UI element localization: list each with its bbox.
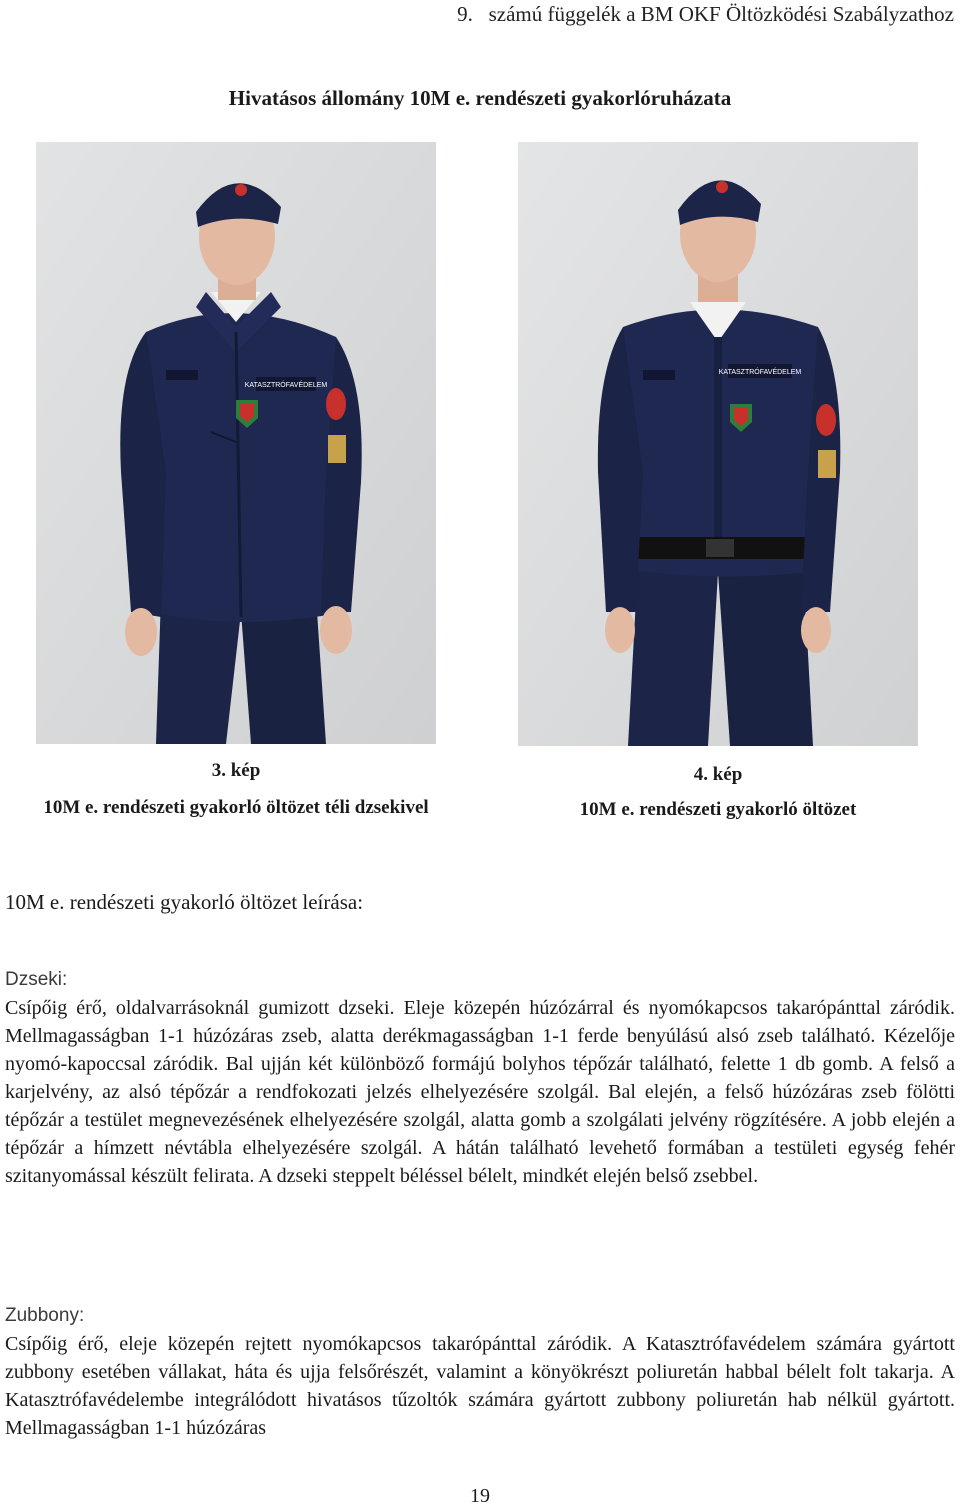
section-heading: 10M e. rendészeti gyakorló öltözet leírása: bbox=[5, 890, 364, 914]
figure-3-caption: 10M e. rendészeti gyakorló öltözet téli dzsekivel bbox=[43, 797, 429, 818]
zubbony-description: Csípőig érő, eleje közepén rejtett nyomókapcsos takarópánttal záródik. A Katasztrófavédelem számára gyártott zubbony esetében vállakat, háta és ujja felsőrészét, valamint a könyökrészt poliuretán habbal bélelt folt takarja. A Katasztrófavédelembe integrálódott hivatásos tűzoltók számára gyártott zubbony poliuretán hab nélkül gyártott. Mellmagasságban 1-1 húzózáras bbox=[5, 1333, 955, 1439]
figure-4-caption: 10M e. rendészeti gyakorló öltözet bbox=[579, 799, 857, 820]
dzseki-section bbox=[5, 966, 955, 1190]
page-number: 19 bbox=[470, 1485, 490, 1507]
figure-4-patch-text: KATASZTRÓFAVÉDELEM bbox=[718, 369, 802, 376]
document-header: 9. számú függelék a BM OKF Öltözködési Szabályzathoz bbox=[457, 2, 954, 26]
dzseki-heading: Dzseki: bbox=[5, 969, 68, 990]
page-title: Hivatásos állomány 10M e. rendészeti gyakorlóruházata bbox=[228, 86, 732, 110]
figure-3-number: 3. kép bbox=[211, 760, 261, 781]
figure-4-photo bbox=[518, 142, 918, 746]
uniformed-man-work-jacket-illustration bbox=[518, 142, 918, 746]
figure-3-patch-text: KATASZTRÓFAVÉDELEM bbox=[244, 382, 328, 389]
zubbony-section bbox=[5, 1302, 955, 1442]
figure-4-number: 4. kép bbox=[693, 764, 743, 785]
uniformed-man-winter-jacket-illustration bbox=[36, 142, 436, 744]
figure-3-photo bbox=[36, 142, 436, 744]
dzseki-description: Csípőig érő, oldalvarrásoknál gumizott dzseki. Eleje közepén húzózárral és nyomókapcsos takarópánttal záródik. Mellmagasságban 1-1 húzózáras zseb, alatta derékmagasságban 1-1 ferde benyúlású alsó zseb található. Kézelője nyomó-kapoccsal záródik. Bal ujján két különböző formájú bolyhos tépőzár található, felette 1 db gomb. A felső a karjelvény, az alsó tépőzár a rendfokozati jelzés elhelyezésére szolgál. Bal elején, a felső húzózáras zseb fölötti tépőzár a testület megnevezésének elhelyezésére szolgál, alatta gomb a szolgálati jelvény rögzítésére. A jobb elején a tépőzár a hímzett névtábla elhelyezésére szolgál. A hátán található levehető formában a testületi egység fehér szitanyomással készült felirata. A dzseki steppelt béléssel bélelt, mindkét elején belső zsebbel. bbox=[5, 997, 955, 1187]
zubbony-heading: Zubbony: bbox=[5, 1305, 85, 1326]
